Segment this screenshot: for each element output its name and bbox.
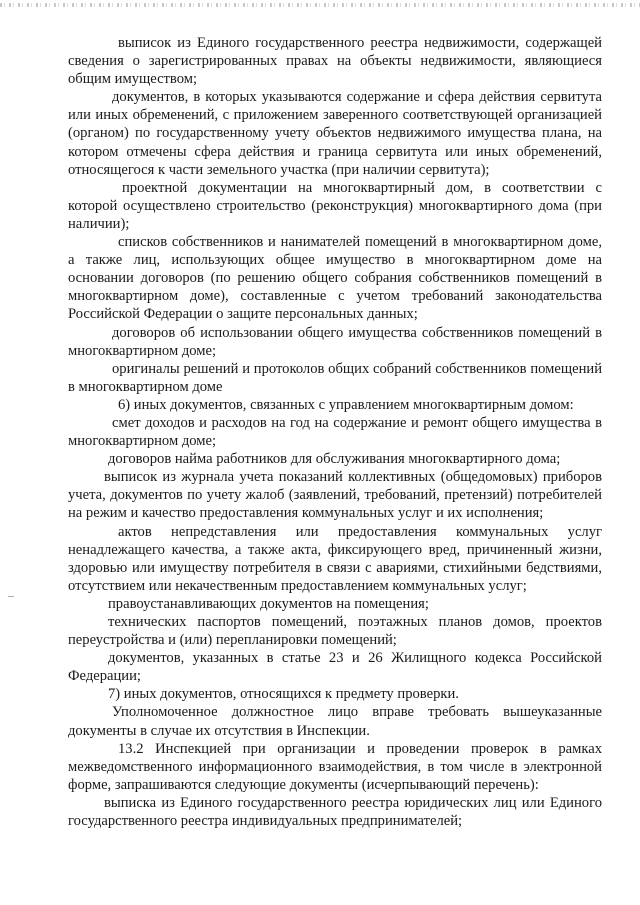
paragraph: документов, в которых указываются содержание и сфера действия сервитута или иных обременений, с приложением заверенного соответствующей организацией (органом) по государственному учету объектов недвижимого имущества плана, на котором отмечены сфера действия и граница сервитута или иных обременений, относящегося к части земельного участка (при наличии сервитута); xyxy=(68,89,602,178)
paragraph: актов непредставления или предоставления коммунальных услуг ненадлежащего качества, а также акта, фиксирующего вред, причиненный жизни, здоровью или имуществу потребителя в связи с авариями, стихийными бедствиями, отсутствием или некачественным предоставлением коммунальных услуг; xyxy=(68,523,602,594)
paragraph: договоров найма работников для обслуживания многоквартирного дома; xyxy=(108,451,561,468)
paragraph: 7) иных документов, относящихся к предмету проверки. xyxy=(108,686,459,703)
document-page xyxy=(68,34,602,830)
paragraph: выписок из Единого государственного реестра недвижимости, содержащей сведения о зарегистрированных правах на объекты недвижимости, являющиеся общим имуществом; xyxy=(68,35,602,88)
paragraph: 6) иных документов, связанных с управлением многоквартирным домом: xyxy=(118,396,574,413)
paragraph: 13.2 Инспекцией при организации и проведении проверок в рамках межведомственного информационного взаимодействия, в том числе в электронной форме, запрашиваются следующие документы (исчерпывающий перечень): xyxy=(68,740,602,793)
paragraph: документов, указанных в статье 23 и 26 Жилищного кодекса Российской Федерации; xyxy=(68,650,602,685)
paragraph: списков собственников и нанимателей помещений в многоквартирном доме, а также лиц, использующих общее имущество в многоквартирном доме на основании договоров (по решению общего собрания собственников помещений в многоквартирном доме), составленные с учетом требований законодательства Российской Федерации о защите персональных данных; xyxy=(68,234,602,323)
scan-left-mark xyxy=(8,596,14,597)
paragraph: проектной документации на многоквартирный дом, в соответствии с которой осуществлено строительство (реконструкция) многоквартирного дома (при наличии); xyxy=(68,179,602,232)
paragraph: Уполномоченное должностное лицо вправе требовать вышеуказанные документы в случае их отсутствия в Инспекции. xyxy=(68,704,602,739)
paragraph: договоров об использовании общего имущества собственников помещений в многоквартирном доме; xyxy=(68,324,602,359)
paragraph: выписок из журнала учета показаний коллективных (общедомовых) приборов учета, документов по учету жалоб (заявлений, требований, претензий) потребителей на режим и качество предоставления коммунальных услуг и их исполнения; xyxy=(68,469,602,522)
paragraph: технических паспортов помещений, поэтажных планов домов, проектов переустройства и (или) перепланировки помещений; xyxy=(68,614,602,649)
scan-top-edge xyxy=(0,3,640,7)
paragraph: выписка из Единого государственного реестра юридических лиц или Единого государственного реестра индивидуальных предпринимателей; xyxy=(68,794,602,830)
paragraph: смет доходов и расходов на год на содержание и ремонт общего имущества в многоквартирном доме; xyxy=(68,414,602,450)
paragraph: оригиналы решений и протоколов общих собраний собственников помещений в многоквартирном доме xyxy=(68,360,602,395)
paragraph: правоустанавливающих документов на помещения; xyxy=(108,595,429,612)
